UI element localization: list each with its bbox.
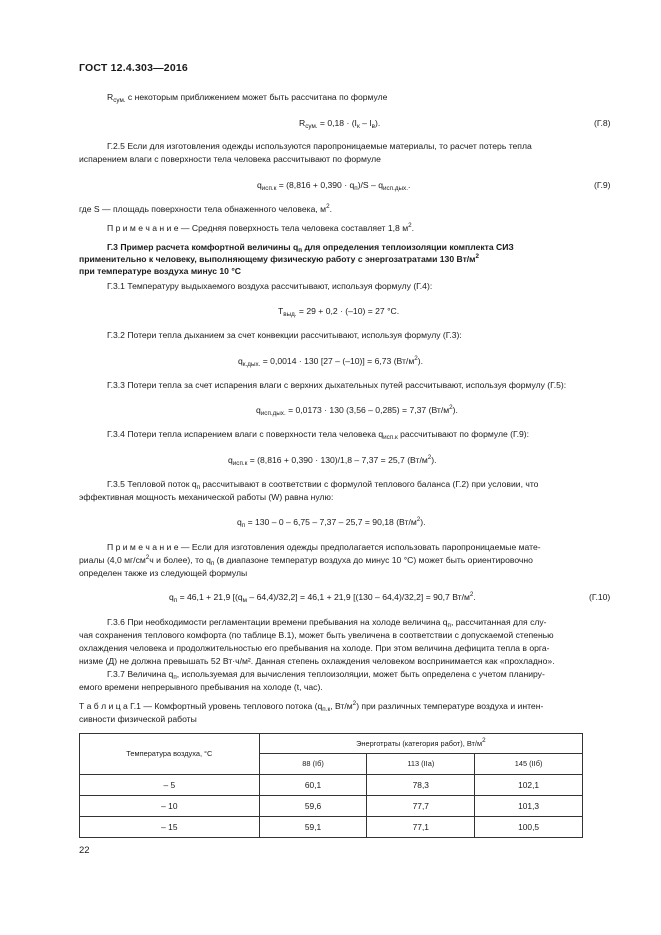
- formula-g10-number: (Г.10): [589, 592, 611, 602]
- table-cell-temperature: – 15: [80, 817, 260, 838]
- formula-g8: $R_{сум.} = 0,18 \cdot (I_к - I_в)$.: [299, 118, 381, 130]
- formula-q-evap-breath: $q_{исп.дых.} = 0,0173 \cdot 130$ (3,56 – 0,285) = 7,37 $(Вт/м^2)$.: [256, 404, 458, 417]
- paragraph-g25-line1: Г.2.5 Если для изготовления одежды используются паропроницаемые материалы, то расчет потерь тепла: [107, 141, 532, 151]
- section-heading-g3-line1: Г.3 Пример расчета комфортной величины $q_п$ для определения теплоизоляции комплекта СИЗ: [107, 242, 514, 254]
- formula-q-heat-flow: $q_п = 130 - 0 - 6,75 - 7,37 - 25,7 = 90,18$ $(Вт/м^2)$.: [237, 516, 426, 529]
- paragraph-g36-line3: охлаждения человека и продолжительностью его пребывания на холоде. При этом величина дефицита тепла в орга-: [79, 643, 550, 653]
- table-row: [80, 775, 583, 796]
- table-cell: 60,1: [259, 775, 367, 796]
- table-header-energy-expenditure: Энерготраты (категория работ), $Вт/м^2$: [259, 734, 582, 754]
- table-cell: 78,3: [367, 775, 475, 796]
- formula-q-evap-skin: $q_{исп.к} = (8,816 + 0,390 \cdot 130)/1,8 - 7,37 = 25,7$ $(Вт/м^2)$.: [228, 454, 437, 467]
- formula-g9: $q_{исп.к} = (8,816 + 0,390 \cdot q_п)/S - q_{исп.дых.}$.: [257, 180, 411, 192]
- table-row: [80, 796, 583, 817]
- page-number: 22: [79, 845, 90, 856]
- table-header-col: 88 (Iб): [259, 754, 367, 775]
- table-header-col: 113 (IIа): [367, 754, 475, 775]
- paragraph-g33: Г.3.3 Потери тепла за счет испарения влаги с верхних дыхательных путей рассчитывают, используя формулу (Г.5):: [107, 380, 567, 390]
- paragraph-g31: Г.3.1 Температуру выдыхаемого воздуха рассчитывают, используя формулу (Г.4):: [107, 281, 433, 291]
- document-header: ГОСТ 12.4.303—2016: [79, 62, 188, 74]
- paragraph-g25-line2: испарением влаги с поверхности тела человека рассчитывают по формуле: [79, 154, 381, 164]
- formula-g8-number: (Г.8): [594, 118, 611, 128]
- formula-g10: $q_п = 46,1 + 21,9$ $[(q_м - 64,4)/32,2] = 46,1 + 21,9$ [(130 – 64,4)/32,2] = 90,7 $Вт/м^2$.: [169, 591, 476, 604]
- table-cell-temperature: – 10: [80, 796, 260, 817]
- paragraph-g35-line1: Г.3.5 Тепловой поток $q_п$ рассчитывают в соответствии с формулой теплового баланса (Г.2) при условии, что: [107, 479, 539, 491]
- note-vapor-permeable-line2: риалы (4,0 $мг/см^2ч$ и более), то $q_п$ (в диапазоне температур воздуха до минус 10 °С) может быть ориентировочно: [79, 554, 533, 567]
- table-cell: 59,6: [259, 796, 367, 817]
- table-cell: 100,5: [475, 817, 583, 838]
- formula-q-conv: $q_{к.дых.} = 0,0014 \cdot 130$ [27 – (–10)] = 6,73 $(Вт/м^2)$.: [238, 355, 423, 368]
- table-cell-temperature: – 5: [80, 775, 260, 796]
- paragraph-where-s: где S — площадь поверхности тела обнаженного человека, $м^2$.: [79, 203, 332, 214]
- section-heading-g3-line2: применительно к человеку, выполняющему физическую работу с энергозатратами 130 $Вт/м^2$: [79, 253, 480, 264]
- paragraph-g36-line1: Г.3.6 При необходимости регламентации времени пребывания на холоде величина $q_п$, рассчитанная для слу-: [107, 617, 547, 629]
- formula-g9-number: (Г.9): [594, 180, 611, 190]
- table-caption-line2: сивности физической работы: [79, 714, 197, 724]
- paragraph-g37-line2: емого времени непрерывного пребывания на холоде (t, час).: [79, 682, 323, 692]
- paragraph-g35-line2: эффективная мощность механической работы (W) равна нулю:: [79, 492, 334, 502]
- comfort-heat-flow-table: [79, 733, 583, 838]
- table-cell: 77,1: [367, 817, 475, 838]
- paragraph-rsum: $R_{сум.}$ с некоторым приближением может быть рассчитана по формуле: [107, 92, 388, 104]
- paragraph-g36-line2: чая сохранения теплового комфорта (по таблице В.1), может быть увеличена в соответствии с допускаемой степенью: [79, 630, 554, 640]
- paragraph-g34: Г.3.4 Потери тепла испарением влаги с поверхности тела человека $q_{исп.к}$ рассчитывают по формуле (Г.9):: [107, 429, 530, 441]
- note-vapor-permeable-line3: определен также из следующей формулы: [79, 568, 248, 578]
- paragraph-g36-line4: низме (Д) не должна превышать 52 Вт·ч/м². Данная степень охлаждения человеком воспринимается как «прохладно».: [79, 656, 555, 666]
- table-cell: 59,1: [259, 817, 367, 838]
- section-heading-g3-line3: при температуре воздуха минус 10 °С: [79, 266, 241, 276]
- note-vapor-permeable-line1: П р и м е ч а н и е — Если для изготовления одежды предполагается использовать паропроницаемые мате-: [107, 542, 541, 552]
- paragraph-g32: Г.3.2 Потери тепла дыханием за счет конвекции рассчитывают, используя формулу (Г.3):: [107, 330, 462, 340]
- table-row: [80, 817, 583, 838]
- note-body-surface: П р и м е ч а н и е — Средняя поверхность тела человека составляет 1,8 $м^2$.: [107, 222, 415, 233]
- table-cell: 77,7: [367, 796, 475, 817]
- formula-t-exhaled: $T_{выд.} = 29 + 0,2 \cdot (-10) = 27$ °С.: [278, 306, 400, 318]
- table-caption-line1: Т а б л и ц а Г.1 — Комфортный уровень теплового потока ($q_{п.к}$, $Вт/м^2$) при различных температуре воздуха и интен-: [79, 700, 544, 713]
- table-header-col: 145 (IIб): [475, 754, 583, 775]
- table-cell: 102,1: [475, 775, 583, 796]
- table-header-air-temperature: Температура воздуха, °С: [80, 734, 260, 775]
- paragraph-g37-line1: Г.3.7 Величина $q_п$, используемая для вычисления теплоизоляции, может быть определена с учетом планиру-: [107, 669, 545, 681]
- table-cell: 101,3: [475, 796, 583, 817]
